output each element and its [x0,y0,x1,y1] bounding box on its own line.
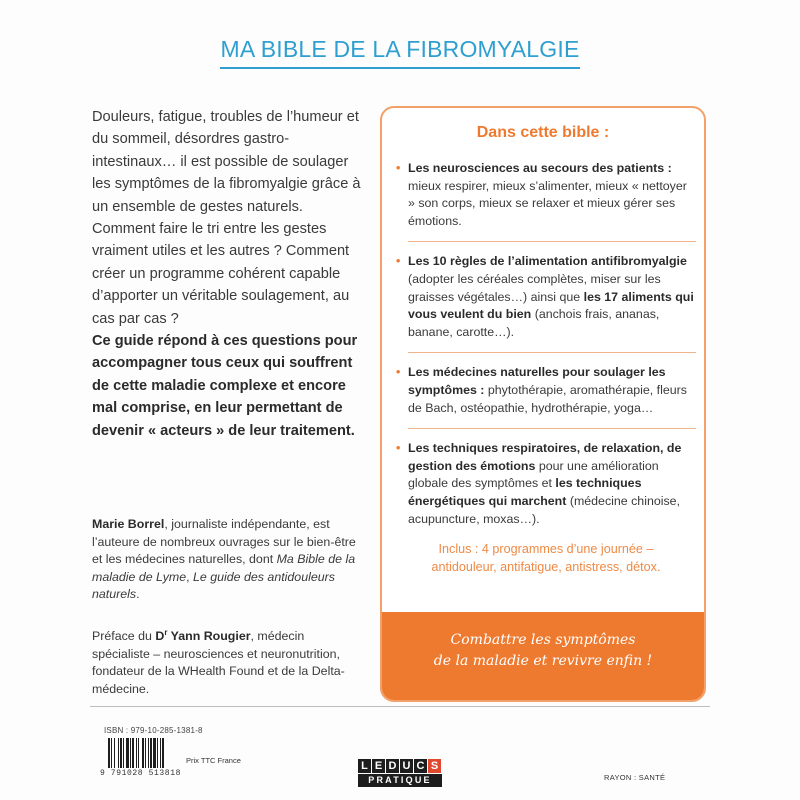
banner-text [382,630,704,672]
intro-paragraph: Douleurs, fatigue, troubles de l’humeur et du sommeil, désordres gastro-intestinaux… il est possible de soulager les symptômes de la fibromyalgie grâce à un ensemble de gestes naturels. Comment faire le tri entre les gestes vraiment utiles et les autres ? Comment créer un programme cohérent capable d’apporter un véritable soulagement, au cas par cas ? [92,109,361,327]
preface-name-dr: D [155,629,165,644]
box-title: Dans cette bible : [476,124,610,141]
logo-pratique: PRATIQUE [358,774,442,787]
logo-letter: U [400,759,413,773]
logo-letter: E [372,759,385,773]
item-bold: Les 10 règles de l’alimentation antifibromyalgie [408,254,687,269]
item-text: (adopter les céréales complètes, miser sur les graisses végétales…) ainsi que [408,271,661,304]
author-book-1: Ma Bible de la maladie de Lyme [92,552,356,584]
preface-name [155,629,250,643]
author-text: , journaliste indépendante, est l’auteure de nombreux ouvrages sur le bien-être et les médecines naturelles, dont [92,517,356,567]
author-book-2: Le guide des antidouleurs naturels [92,569,335,602]
item-text-2: (médecine chinoise, acupuncture, moxas…). [408,493,681,526]
bottom-divider [90,706,710,707]
box-list [396,160,696,576]
inclus-note [396,540,696,576]
item-text-2: (anchois frais, ananas, banane, carotte…). [408,307,660,339]
item-bold: Les médecines naturelles pour soulager les symptômes : [408,365,666,397]
item-bold: Les techniques respiratoires, de relaxation, de gestion des émotions [408,441,682,473]
list-item [396,440,696,528]
item-text: mieux respirer, mieux s’alimenter, mieux « nettoyer » son corps, mieux se relaxer et mieux gérer ses émotions. [408,178,687,228]
list-item [396,253,696,341]
item-text: pour une amélioration globale des symptômes et [408,458,659,491]
inclus-line-1: Inclus : 4 programmes d’une journée – [438,542,654,557]
logo-letter: L [358,759,371,773]
list-item [396,160,696,230]
divider [408,352,696,353]
logo-letter: C [414,759,427,773]
guide-paragraph: Ce guide répond à ces questions pour accompagner tous ceux qui souffrent de cette maladie complexe et encore mal comprise, en leur permettant de devenir « acteurs » de leur traitement. [92,333,358,439]
tagline-banner [382,612,704,700]
bullet-icon: • [396,161,401,175]
barcode-number: 9 791028 513818 [100,769,182,778]
item-text: phytothérapie, aromathérapie, fleurs de Bach, ostéopathie, hydrothérapie, yoga… [408,382,687,415]
book-title: MA BIBLE DE LA FIBROMYALGIE [220,36,579,69]
bullet-icon: • [396,365,401,380]
preface-credit [92,624,362,699]
banner-line-2: de la maladie et revivre enfin ! [433,653,653,669]
logo-letter: D [386,759,399,773]
price-label: Prix TTC France [186,756,241,765]
divider [408,428,696,429]
preface-name-sup: r [164,628,168,637]
inclus-line-2: antidouleur, antifatigue, antistress, détox. [431,560,661,575]
author-bio [92,516,362,604]
preface-text: , médecin spécialiste – neurosciences et neuronutrition, fondateur de la WHealth Found et de la Delta-médecine. [92,629,345,696]
preface-name-rest: Yann Rougier [167,629,251,644]
list-item [396,364,696,417]
item-bold: Les neurosciences au secours des patients : [408,161,672,175]
author-name: Marie Borrel [92,517,165,531]
bullet-icon: • [396,254,401,269]
banner-line-1: Combattre les symptômes [450,632,636,648]
description-column [92,106,368,442]
contents-box [380,106,706,702]
logo-letters [358,759,442,773]
divider [408,241,696,242]
author-sep: , [186,569,194,584]
barcode [108,738,180,768]
publisher-logo [358,759,442,787]
preface-prefix: Préface du [92,629,156,644]
item-bold-2: les techniques énergétiques qui marchent [408,476,642,508]
shelf-category: RAYON : SANTÉ [604,773,666,782]
logo-letter: S [428,759,441,773]
title-wrap [0,36,800,69]
bullet-icon: • [396,441,401,456]
item-bold-2: les 17 aliments qui vous veulent du bien [408,289,694,322]
author-end: . [136,587,140,602]
isbn: ISBN : 979-10-285-1381-8 [104,726,203,735]
barcode-bar [164,738,165,768]
